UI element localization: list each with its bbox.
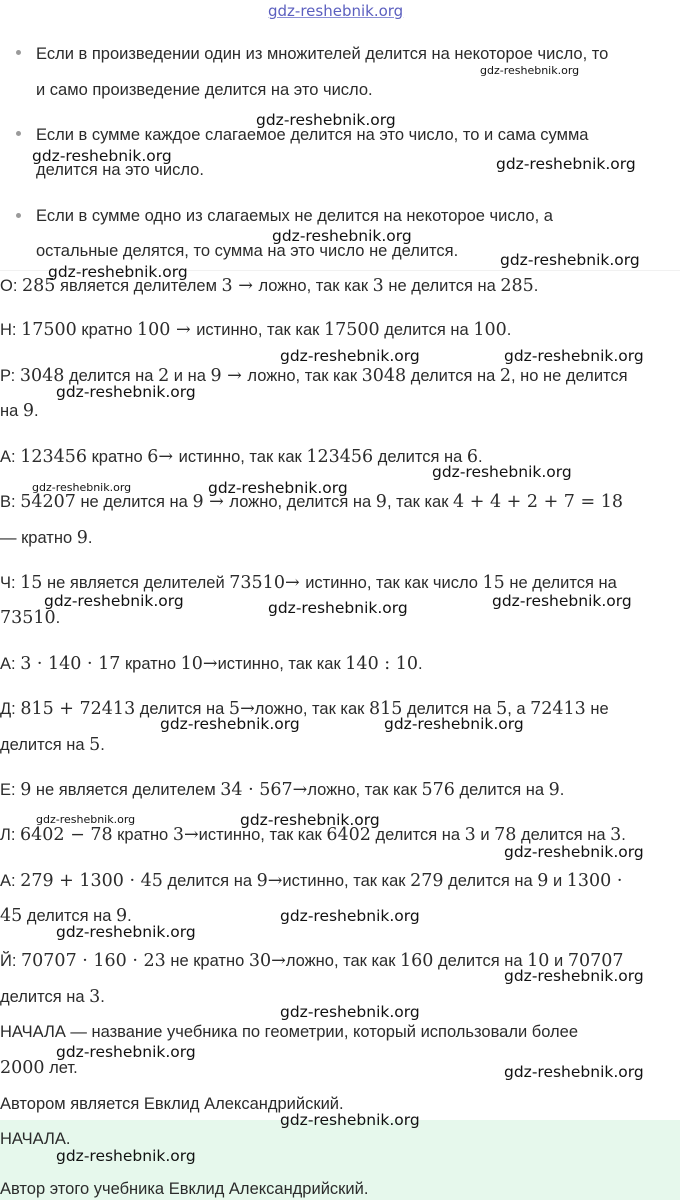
math-expression: 15 — [20, 573, 43, 593]
text-fragment: А: — [0, 655, 21, 673]
text-fragment: О: — [0, 277, 23, 295]
math-expression: 9 — [537, 871, 549, 891]
text-fragment: А: — [0, 448, 21, 466]
watermark: gdz-reshebnik.org — [280, 347, 420, 365]
math-expression: 3 — [610, 825, 622, 845]
text-fragment: Д: — [0, 700, 21, 718]
math-expression: 9 — [192, 492, 204, 512]
text-fragment: кратно — [112, 826, 173, 844]
math-expression: 34 · 567 — [220, 780, 293, 800]
math-expression: → — [203, 492, 230, 512]
text-fragment: делится на — [0, 988, 90, 1006]
math-expression: 10 — [527, 951, 550, 971]
text-fragment: не является делителем — [31, 781, 221, 799]
math-expression: 45 — [0, 906, 23, 926]
text-fragment: . — [533, 277, 539, 295]
text-fragment: А: — [0, 872, 21, 890]
text-fragment: делится на — [135, 700, 229, 718]
math-expression: → — [170, 320, 197, 340]
list-item-text: Если в произведении один из множителей делится на некоторое число, то — [36, 45, 609, 63]
text-fragment: делится на — [406, 367, 500, 385]
text-fragment: ложно, так как — [254, 700, 369, 718]
statement-e — [0, 779, 676, 801]
statement-a1 — [0, 446, 676, 468]
math-expression: 140 : 10 — [345, 654, 418, 674]
math-expression: 3 — [372, 276, 384, 296]
text-fragment: делится на — [22, 907, 116, 925]
text-fragment: . — [34, 402, 39, 420]
watermark: gdz-reshebnik.org — [280, 907, 420, 925]
text-fragment: В: — [0, 493, 21, 511]
math-expression: 160 — [400, 951, 434, 971]
text-fragment: является делителем — [55, 277, 222, 295]
math-expression: 6402 — [326, 825, 371, 845]
watermark: gdz-reshebnik.org — [240, 811, 380, 829]
statement-a3 — [0, 870, 676, 892]
text-fragment: ложно, так как — [258, 277, 373, 295]
text-fragment: . — [127, 907, 132, 925]
text-fragment: кратно — [120, 655, 181, 673]
math-expression: 2000 — [0, 1058, 45, 1078]
math-expression: 285 — [500, 276, 534, 296]
text-fragment: ложно, так как — [285, 952, 401, 970]
text-fragment: делится на — [373, 448, 467, 466]
text-fragment: и — [475, 826, 495, 844]
math-expression: → — [240, 699, 255, 719]
text-fragment: истинно, так как — [282, 872, 411, 890]
text-fragment: ложно, так как — [307, 781, 422, 799]
math-expression: 30 — [248, 951, 272, 971]
watermark: gdz-reshebnik.org — [280, 1003, 420, 1021]
text-fragment: делится на — [402, 700, 497, 718]
math-expression: 2 — [499, 366, 512, 386]
math-expression: 9 — [375, 492, 387, 512]
text-fragment: . — [559, 781, 565, 799]
watermark: gdz-reshebnik.org — [48, 263, 188, 281]
text-fragment: истинно, так как — [196, 321, 324, 339]
math-expression: 9 — [256, 871, 268, 891]
math-expression: 6 — [466, 447, 478, 467]
text-fragment: . — [100, 736, 105, 754]
text-fragment: кратно — [76, 321, 137, 339]
text-fragment: делится на — [516, 826, 611, 844]
text-fragment: делится на — [370, 826, 465, 844]
math-expression: → — [202, 654, 218, 674]
watermark: gdz-reshebnik.org — [268, 599, 408, 617]
math-expression: 100 — [473, 320, 507, 340]
watermark: gdz-reshebnik.org — [496, 155, 636, 173]
text-fragment: , а — [507, 700, 531, 718]
math-expression: 9 — [22, 401, 35, 421]
math-expression: 123456 — [20, 447, 87, 467]
text-fragment: . — [55, 609, 61, 627]
math-expression: 6402 − 78 — [20, 825, 113, 845]
text-fragment: — кратно — [0, 529, 77, 547]
text-fragment: кратно — [87, 448, 148, 466]
watermark: gdz-reshebnik.org — [32, 481, 132, 494]
text-fragment: ложно, так как — [247, 367, 362, 385]
math-expression: → — [292, 780, 308, 800]
math-expression: 100 — [137, 320, 171, 340]
watermark: gdz-reshebnik.org — [272, 227, 412, 245]
watermark: gdz-reshebnik.org — [480, 64, 580, 77]
watermark: gdz-reshebnik.org — [36, 813, 136, 826]
math-expression: 279 + 1300 · 45 — [20, 871, 163, 891]
watermark: gdz-reshebnik.org — [432, 463, 572, 481]
text-fragment: . — [100, 988, 105, 1006]
text-fragment: делится на — [64, 367, 159, 385]
text-fragment: , но не делится — [511, 367, 628, 385]
text-fragment: не делится на — [383, 277, 501, 295]
math-expression: 3 — [89, 987, 101, 1007]
text-fragment: истинно, так как — [198, 826, 327, 844]
math-expression: 6 — [147, 447, 159, 467]
text-fragment: не является делителей — [42, 574, 230, 592]
text-fragment: ложно, делится на — [229, 493, 376, 511]
math-expression: 3048 — [19, 366, 65, 386]
watermark: gdz-reshebnik.org — [504, 843, 644, 861]
text-fragment: и на — [169, 367, 211, 385]
text-fragment: истинно, так как — [217, 655, 346, 673]
text-fragment: делится на — [454, 781, 549, 799]
math-expression: 70707 — [567, 951, 624, 971]
text-fragment: и — [549, 952, 568, 970]
statement-ch — [0, 572, 676, 594]
list-item-text: остальные делятся, то сумма на это число не делится. — [36, 242, 459, 260]
math-expression: 73510 — [229, 573, 285, 593]
text-fragment: не — [585, 700, 609, 718]
math-expression: → — [221, 366, 248, 386]
text-fragment: , так как — [386, 493, 454, 511]
math-expression: 3 · 140 · 17 — [20, 654, 121, 674]
math-expression: 5 — [89, 735, 101, 755]
math-expression: 2 — [158, 366, 170, 386]
math-expression: 576 — [421, 780, 455, 800]
watermark: gdz-reshebnik.org — [504, 967, 644, 985]
math-expression: 72413 — [530, 699, 586, 719]
statement-a2 — [0, 653, 676, 675]
watermark: gdz-reshebnik.org — [256, 111, 396, 129]
math-expression: 17500 — [21, 320, 77, 340]
text-fragment: не делится на — [504, 574, 617, 592]
math-expression: 279 — [410, 871, 444, 891]
math-expression: 3048 — [361, 366, 407, 386]
math-expression: 73510 — [0, 608, 56, 628]
watermark: gdz-reshebnik.org — [44, 592, 184, 610]
watermark: gdz-reshebnik.org — [56, 383, 196, 401]
math-expression: 3 — [221, 276, 233, 296]
watermark: gdz-reshebnik.org — [492, 592, 632, 610]
text-fragment: делится на — [162, 872, 257, 890]
text-fragment: на — [0, 402, 23, 420]
watermark: gdz-reshebnik.org — [32, 147, 172, 165]
math-expression: 9 — [20, 780, 32, 800]
text-fragment: и — [548, 872, 567, 890]
watermark: gdz-reshebnik.org — [160, 715, 300, 733]
math-expression: 3 — [464, 825, 476, 845]
math-expression: → — [271, 951, 286, 971]
watermark: gdz-reshebnik.org — [384, 715, 524, 733]
statement-d — [0, 698, 676, 720]
text-fragment: Е: — [0, 781, 21, 799]
math-expression: 9 — [115, 906, 128, 926]
list-item-text: Если в сумме каждое слагаемое делится на это число, то и сама сумма — [36, 126, 589, 144]
watermark: gdz-reshebnik.org — [504, 347, 644, 365]
list-item-text: и само произведение делится на это число. — [36, 81, 373, 99]
math-expression: 1300 · — [566, 871, 623, 891]
text-fragment: Н: — [0, 321, 22, 339]
summary-author: Автором является Евклид Александрийский. — [0, 1095, 344, 1113]
math-expression: 3 — [172, 825, 184, 845]
text-fragment: Л: — [0, 826, 20, 844]
math-expression: 15 — [482, 573, 505, 593]
text-fragment: истинно, так как число — [305, 574, 483, 592]
text-fragment: Й: — [0, 952, 22, 970]
math-expression: 5 — [228, 699, 241, 719]
math-expression: 70707 · 160 · 23 — [21, 951, 166, 971]
math-expression: 9 — [548, 780, 560, 800]
text-fragment: делится на — [433, 952, 528, 970]
watermark: gdz-reshebnik.org — [56, 1043, 196, 1061]
statement-r-cont — [0, 400, 676, 422]
math-expression: 815 + 72413 — [20, 699, 136, 719]
watermark: gdz-reshebnik.org — [56, 1147, 196, 1165]
math-expression: → — [284, 573, 306, 593]
answer-text: Автор этого учебника Евклид Александрийский. — [0, 1180, 369, 1198]
watermark: gdz-reshebnik.org — [208, 479, 348, 497]
watermark: gdz-reshebnik.org — [504, 1063, 644, 1081]
math-expression: 78 — [494, 825, 517, 845]
text-fragment: Р: — [0, 367, 20, 385]
math-expression: 17500 — [323, 320, 380, 340]
list-item-text: Если в сумме одно из слагаемых не делится на некоторое число, а — [36, 207, 553, 225]
watermark: gdz-reshebnik.org — [280, 1111, 420, 1129]
math-expression: → — [267, 871, 283, 891]
math-expression: 10 — [180, 654, 203, 674]
math-expression: 54207 — [20, 492, 76, 512]
text-fragment: делится на — [0, 736, 90, 754]
statement-v-cont — [0, 527, 676, 549]
text-fragment: . — [87, 529, 93, 547]
answer-title: НАЧАЛА. — [0, 1130, 71, 1148]
math-expression: 123456 — [306, 447, 374, 467]
watermark: gdz-reshebnik.org — [500, 251, 640, 269]
text-fragment: Ч: — [0, 574, 21, 592]
text-fragment: . — [418, 655, 423, 673]
text-fragment: . — [506, 321, 512, 339]
text-fragment: не делится на — [75, 493, 193, 511]
math-expression: → — [232, 276, 259, 296]
math-expression: 9 — [76, 528, 88, 548]
math-expression: 815 — [368, 699, 403, 719]
math-expression: 9 — [210, 366, 222, 386]
summary-line-1: НАЧАЛА — название учебника по геометрии, который использовали более — [0, 1023, 579, 1041]
statement-n — [0, 319, 676, 341]
text-fragment: не кратно — [165, 952, 249, 970]
text-fragment: делится на — [443, 872, 538, 890]
list-item-text: делится на это число. — [36, 161, 204, 179]
math-expression: → — [183, 825, 199, 845]
watermark-link[interactable]: gdz-reshebnik.org — [268, 2, 404, 20]
text-fragment: . — [478, 448, 483, 466]
watermark: gdz-reshebnik.org — [56, 923, 196, 941]
math-expression: 285 — [22, 276, 56, 296]
statement-d-cont — [0, 734, 676, 756]
text-fragment: делится на — [379, 321, 474, 339]
text-fragment: истинно, так как — [178, 448, 307, 466]
text-fragment: . — [621, 826, 626, 844]
math-expression: 4 + 4 + 2 + 7 = 18 — [453, 492, 623, 512]
math-expression: → — [158, 447, 179, 467]
text-fragment: лет. — [44, 1059, 78, 1077]
math-expression: 5 — [496, 699, 508, 719]
